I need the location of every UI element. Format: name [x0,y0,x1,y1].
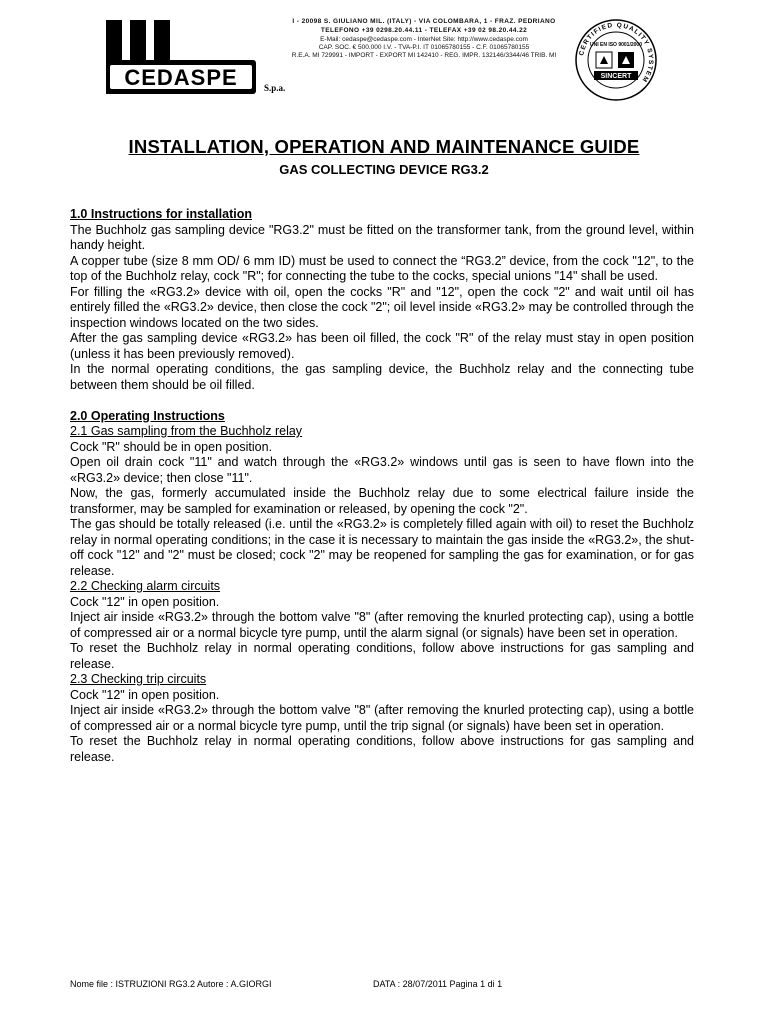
cert-badge: SINCERT [600,73,632,80]
company-capital: CAP. SOC. € 500.000 I.V. - TVA-P.I. IT 01065780155 - C.F. 01065780155 [318,44,530,51]
subsection-heading-trip: 2.3 Checking trip circuits [70,672,207,686]
logo-text: CEDASPE [124,65,238,90]
paragraph: To reset the Buchholz relay in normal operating conditions, follow above instructions for gas sampling and release. [70,641,694,671]
paragraph: Cock "12" in open position. [70,687,220,702]
company-email: E-Mail: cedaspe@cedaspe.com - InterNet Site: http://www.cedaspe.com [320,36,528,43]
paragraph: A copper tube (size 8 mm OD/ 6 mm ID) must be used to connect the “RG3.2” device, from the cock "12", to the top of the Buchholz relay, cock "R"; for connecting the tube to the cocks, special unions "14" shall be used. [70,253,694,283]
paragraph: In the normal operating conditions, the gas sampling device, the Buchholz relay and the connecting tube between them should be oil filled. [70,362,694,392]
paragraph: Inject air inside «RG3.2» through the bottom valve "8" (after removing the knurled protecting cap), using a bottle of compressed air or a normal bicycle tyre pump, until the trip signal (or signals) have been set in operation. [70,703,694,733]
company-phone: TELEFONO +39 0298.20.44.11 - TELEFAX +39 02 98.20.44.22 [320,27,528,34]
footer-file-author: Nome file : ISTRUZIONI RG3.2 Autore : A.GIORGI [70,979,272,989]
document-body [70,207,694,765]
document-title: INSTALLATION, OPERATION AND MAINTENANCE GUIDE [128,136,640,157]
certification-seal-icon [572,16,660,104]
section-heading-installation: 1.0 Instructions for installation [70,207,252,221]
paragraph: Cock "12" in open position. [70,594,220,609]
paragraph: Cock "R" should be in open position. [70,439,273,454]
paragraph: Inject air inside «RG3.2» through the bottom valve "8" (after removing the knurled protecting cap), using a bottle of compressed air or a normal bicycle tyre pump, until the alarm signal (or signals) have been set in operation. [70,610,694,640]
document-subtitle: GAS COLLECTING DEVICE RG3.2 [279,162,489,177]
paragraph: The gas should be totally released (i.e. until the «RG3.2» is completely filled again with oil) to reset the Buchholz relay in normal operating conditions; in the case it is necessary to maintain the gas inside the «RG3.2», the shut-off cock "12" and "2" must be closed; cock "2" may be reopened for sampling the gas for examination, or for gas release. [70,517,694,578]
logo-suffix: S.p.a. [264,83,286,93]
paragraph: After the gas sampling device «RG3.2» has been oil filled, the cock "R" of the relay must stay in open position (unless it has been previously removed). [70,331,694,361]
paragraph: Open oil drain cock "11" and watch through the «RG3.2» windows until gas is seen to have flown into the «RG3.2» device; then close "11". [70,455,694,485]
footer-date-page: DATA : 28/07/2011 Pagina 1 di 1 [373,979,503,989]
paragraph: Now, the gas, formerly accumulated inside the Buchholz relay due to some electrical failure inside the transformer, may be sampled for examination or released, by opening the cock "2". [70,486,694,516]
paragraph: The Buchholz gas sampling device "RG3.2" must be fitted on the transformer tank, from the ground level, within handy height. [70,222,694,252]
subsection-heading-alarm: 2.2 Checking alarm circuits [70,579,221,593]
company-registration: R.E.A. MI 729991 - IMPORT - EXPORT MI 142410 - REG. IMPR. 132146/3344/46 TRIB. MI [291,52,557,59]
cert-ring-text: CERTIFIED QUALITY SYSTEM [578,21,655,84]
section-heading-operating: 2.0 Operating Instructions [70,408,225,423]
paragraph: For filling the «RG3.2» device with oil, open the cocks "R" and "12", open the cock "2" and wait until oil has entirely filled the «RG3.2» device, then close the cock "2"; oil level inside «RG3.2» may be controlled through the inspection windows located on the two sides. [70,284,694,330]
cedaspe-logo [104,18,294,98]
company-address: I - 20098 S. GIULIANO MIL. (ITALY) - VIA COLOMBARA, 1 - FRAZ. PEDRIANO [292,18,556,25]
paragraph: To reset the Buchholz relay in normal operating conditions, follow above instructions for gas sampling and release. [70,734,694,764]
cert-center-text: UNI EN ISO 9001/2000 [590,42,642,48]
subsection-heading-gas-sampling: 2.1 Gas sampling from the Buchholz relay [70,424,303,438]
spacer [70,393,694,409]
